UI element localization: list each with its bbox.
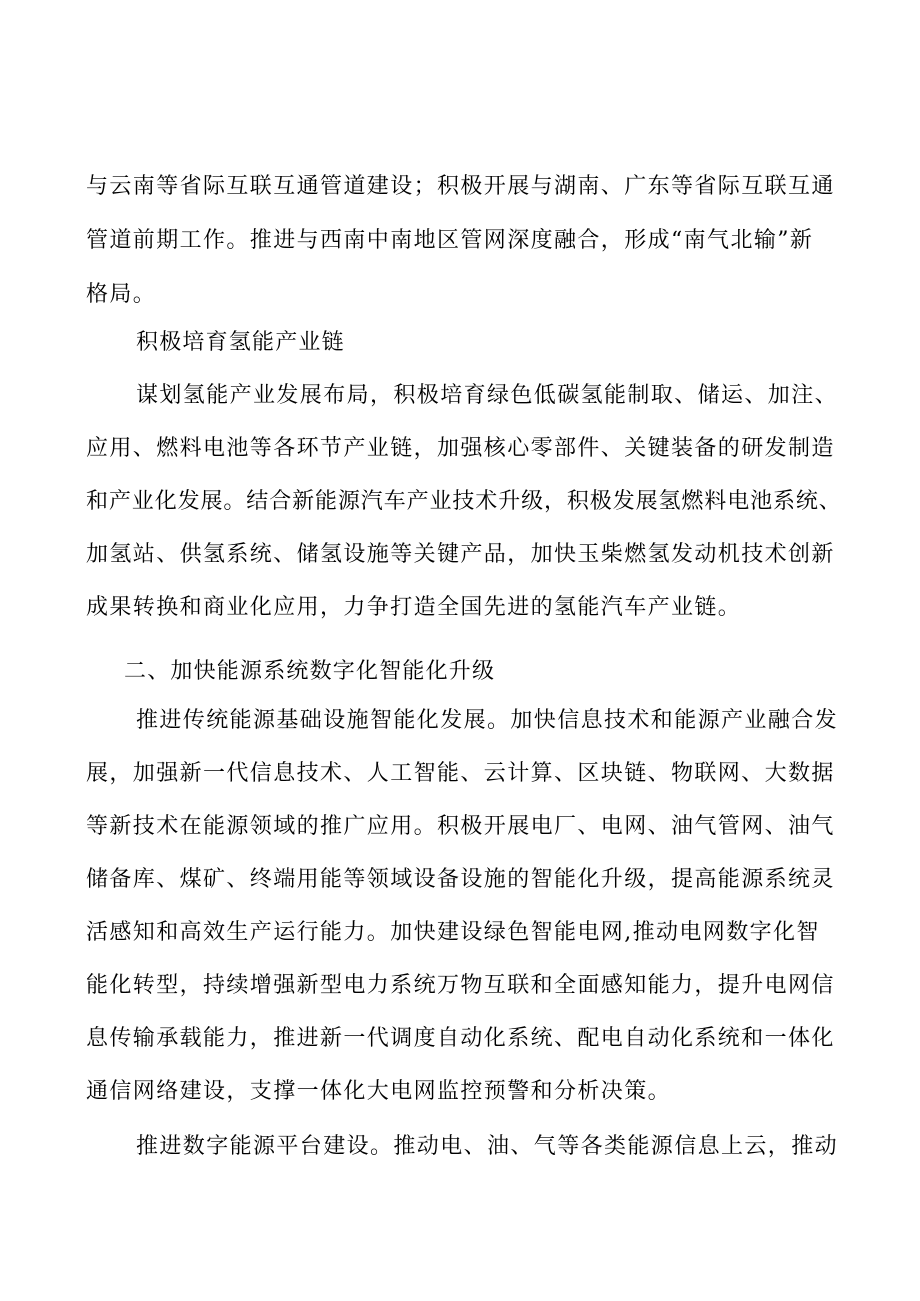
text-line: 格局。 — [86, 282, 157, 307]
heading-hydrogen-industry: 积极培育氢能产业链 — [136, 330, 345, 355]
text-line: 加氢站、供氢系统、储氢设施等关键产品，加快玉柴燃氢发动机技术创新 — [86, 542, 835, 567]
text-line: 成果转换和商业化应用，力争打造全国先进的氢能汽车产业链。 — [86, 595, 742, 620]
text-line: 通信网络建设，支撑一体化大电网监控预警和分析决策。 — [86, 1079, 672, 1104]
text-line: 与云南等省际互联互通管道建设；积极开展与湖南、广东等省际互联互通 — [86, 174, 835, 199]
text-line: 和产业化发展。结合新能源汽车产业技术升级，积极发展氢燃料电池系统、 — [86, 489, 842, 514]
text-line: 储备库、煤矿、终端用能等领域设备设施的智能化升级，提高能源系统灵 — [86, 867, 835, 892]
text-line: 应用、燃料电池等各环节产业链，加强核心零部件、关键装备的研发制造 — [86, 436, 835, 461]
text-line: 推进传统能源基础设施智能化发展。加快信息技术和能源产业融合发 — [136, 708, 839, 733]
text-line: 谋划氢能产业发展布局，积极培育绿色低碳氢能制取、储运、加注、 — [136, 383, 839, 408]
text-line: 展，加强新一代信息技术、人工智能、云计算、区块链、物联网、大数据 — [86, 761, 835, 786]
text-line: 息传输承载能力，推进新一代调度自动化系统、配电自动化系统和一体化 — [86, 1026, 835, 1051]
text-line: 活感知和高效生产运行能力。加快建设绿色智能电网,推动电网数字化智 — [86, 920, 820, 945]
text-line: 等新技术在能源领域的推广应用。积极开展电厂、电网、油气管网、油气 — [86, 814, 835, 839]
text-line: 推进数字能源平台建设。推动电、油、气等各类能源信息上云，推动 — [136, 1134, 839, 1159]
heading-section-2: 二、加快能源系统数字化智能化升级 — [124, 659, 496, 684]
text-line: 管道前期工作。推进与西南中南地区管网深度融合，形成“南气北输”新 — [86, 228, 814, 253]
text-line: 能化转型，持续增强新型电力系统万物互联和全面感知能力，提升电网信 — [86, 973, 835, 998]
